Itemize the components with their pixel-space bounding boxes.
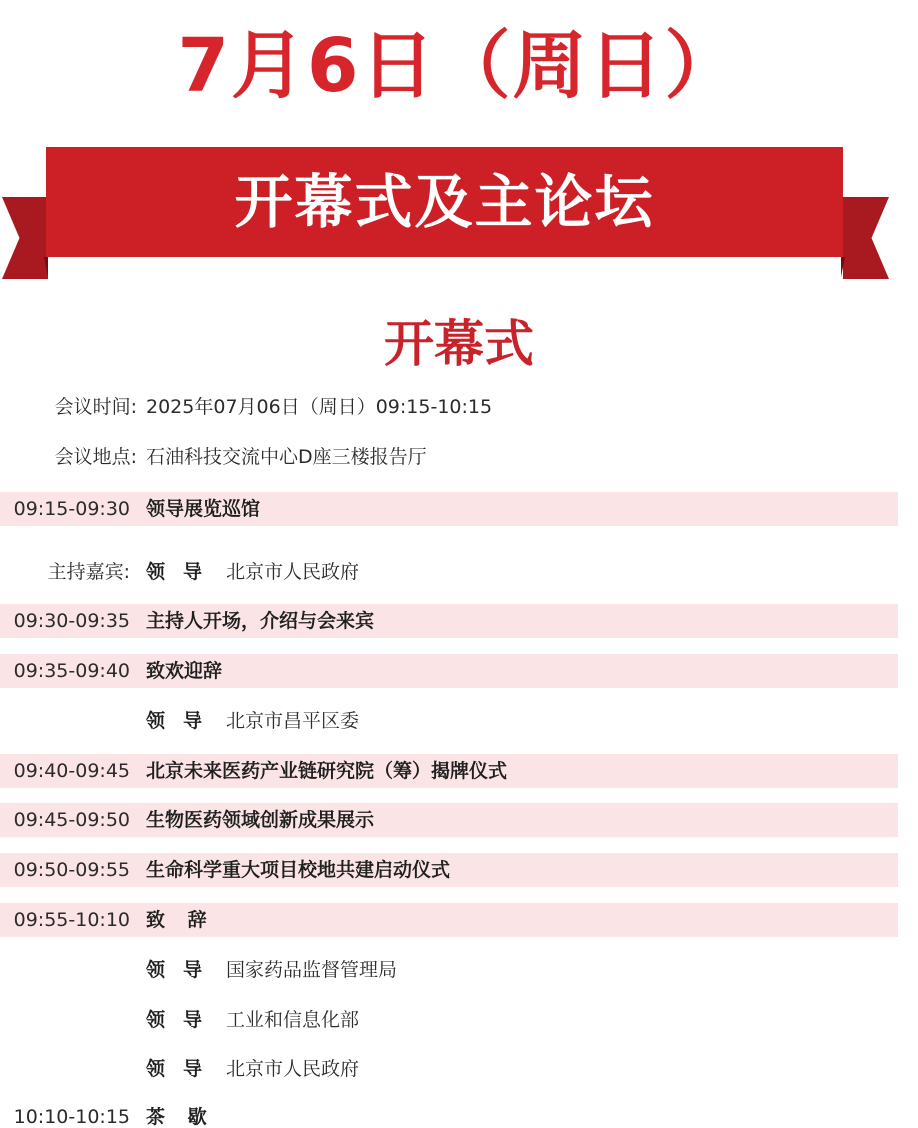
speaker-role: 领导 [146,1058,221,1080]
speaker-role: 领导 [146,1009,221,1031]
schedule-time: 09:55-10:10 [13,909,130,931]
schedule-time: 09:35-09:40 [13,660,130,682]
speaker-role: 领导 [146,959,221,981]
schedule-row [0,492,898,526]
speaker-row [0,953,898,987]
meeting-place-row [0,442,918,472]
schedule-title: 生命科学重大项目校地共建启动仪式 [146,859,451,881]
speaker-role: 领导 [146,710,221,732]
meeting-time-label: 会议时间: [54,396,137,418]
schedule-time: 09:15-09:30 [13,498,130,520]
host-label: 主持嘉宾: [47,561,130,583]
schedule-title: 北京未来医药产业链研究院（筹）揭牌仪式 [146,760,508,782]
schedule-time: 10:10-10:15 [13,1106,130,1128]
meeting-place-value: 石油科技交流中心D座三楼报告厅 [146,446,427,468]
schedule-row [0,754,898,788]
banner-title: 开幕式及主论坛 [46,147,843,257]
schedule-row [0,654,898,688]
speaker-role: 领导 [146,561,221,583]
date-title: 7月6日（周日） [177,23,741,109]
schedule-time: 09:50-09:55 [13,859,130,881]
speaker-row [0,1052,898,1086]
schedule-title: 致欢迎辞 [146,660,223,682]
schedule-title: 茶 歇 [146,1106,215,1128]
speaker-org: 北京市昌平区委 [226,710,360,732]
ribbon-tail-right [843,197,889,279]
speaker-org: 国家药品监督管理局 [226,959,398,981]
schedule-title: 主持人开场，介绍与会来宾 [146,610,375,632]
speaker-org: 北京市人民政府 [226,1058,360,1080]
ribbon-fold-right [841,257,845,277]
meeting-place-label: 会议地点: [54,446,137,468]
host-row [0,555,898,589]
meeting-time-value: 2025年07月06日（周日）09:15-10:15 [146,396,493,418]
schedule-time: 09:30-09:35 [13,610,130,632]
speaker-org: 工业和信息化部 [226,1009,360,1031]
schedule-title: 领导展览巡馆 [146,498,261,520]
schedule-time: 09:40-09:45 [13,760,130,782]
schedule-row [0,803,898,837]
ribbon-tail-left [2,197,48,279]
schedule-row [0,604,898,638]
speaker-org: 北京市人民政府 [226,561,360,583]
speaker-row [0,1003,898,1037]
section-title: 开幕式 [384,315,534,373]
schedule-row [0,1100,898,1128]
schedule-row [0,853,898,887]
schedule-title: 生物医药领域创新成果展示 [146,809,375,831]
speaker-row [0,704,898,738]
schedule-title: 致 辞 [146,909,215,931]
ribbon-fold-left [44,257,48,277]
schedule-time: 09:45-09:50 [13,809,130,831]
meeting-time-row [0,392,918,422]
schedule-row [0,903,898,937]
